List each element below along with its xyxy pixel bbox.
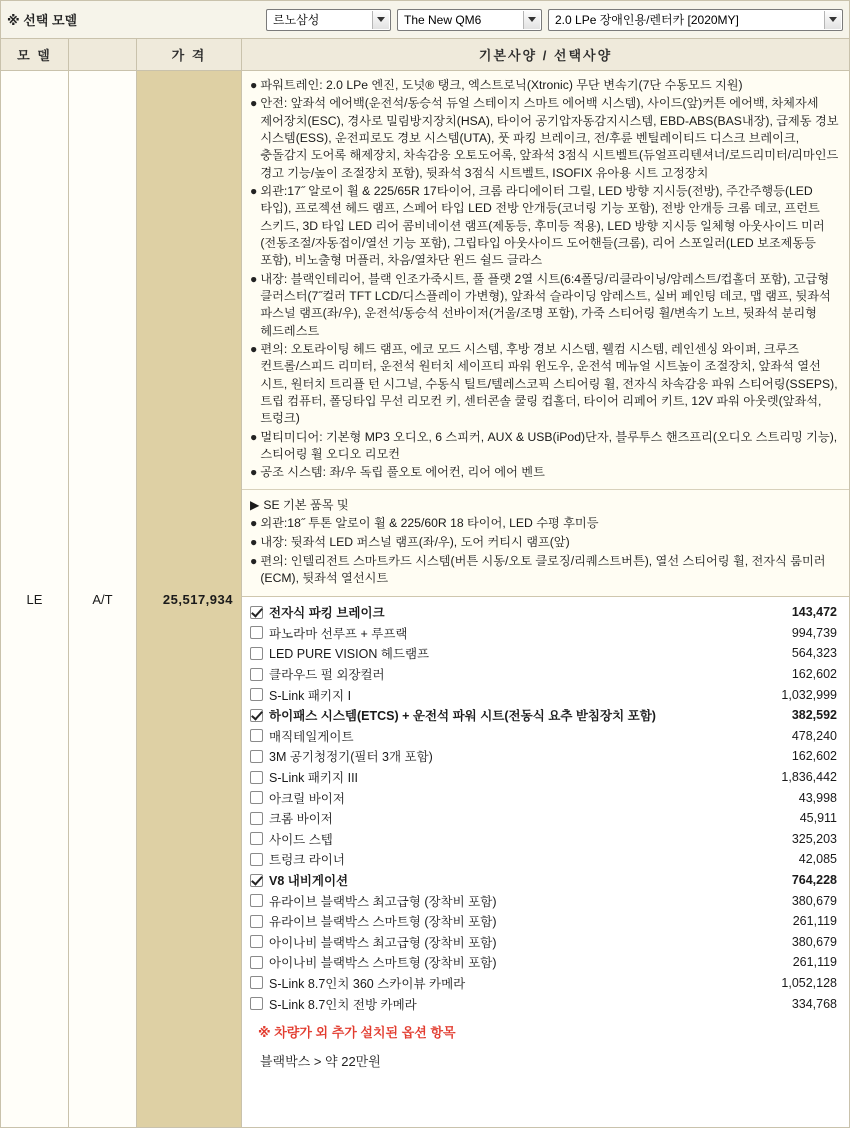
option-label: 매직테일게이트	[269, 729, 354, 744]
list-item[interactable]	[250, 643, 841, 664]
spec-text: 공조 시스템: 좌/우 독립 풀오토 에어컨, 리어 에어 벤트	[260, 465, 545, 480]
spec-line	[250, 95, 841, 182]
list-item[interactable]	[250, 705, 841, 726]
option-price: 261,119	[792, 955, 837, 970]
cell-model: LE	[1, 71, 69, 1127]
spec-line	[250, 534, 841, 552]
list-item[interactable]	[250, 911, 841, 932]
bullet-icon: ●	[250, 534, 258, 549]
checkbox-icon[interactable]	[250, 853, 263, 866]
header-transmission	[69, 39, 137, 70]
checkbox-icon[interactable]	[250, 647, 263, 660]
option-price: 1,836,442	[781, 770, 837, 785]
list-item[interactable]	[250, 849, 841, 870]
option-label: 전자식 파킹 브레이크	[269, 606, 385, 621]
checkbox-icon[interactable]	[250, 812, 263, 825]
option-label: 아크릴 바이저	[269, 791, 345, 806]
bullet-icon: ●	[250, 516, 258, 531]
option-price: 162,602	[791, 749, 837, 764]
cell-spec	[242, 71, 849, 1127]
option-price: 261,119	[792, 914, 837, 929]
list-item[interactable]	[250, 993, 841, 1014]
spec-line	[250, 515, 841, 533]
spec-text: 안전: 앞좌석 에어백(운전석/동승석 듀얼 스테이지 스마트 에어백 시스템), 사이드(앞)커튼 에어백, 차체자세 제어장치(ESC), 경사로 밀림방지장치(HSA), 타이어 공기압자동감지시스템, EBD-ABS(BAS내장), 급제동 경보 시스템(ESS), 운전피로도 경보 시스템(UTA), 풋 파킹 브레이크, 전/후륜 벤틸레이티드 디스크 브레이크, 충돌감지 도어록 해제장치, 차속감응 오토도어록, 앞좌석 3점식 시트벨트(듀얼프리텐셔너/로드리미터/리마인드 경고 기능/높이 조절장치 포함), 뒷좌석 3점식 시트벨트, ISOFIX 유아용 시트 고정장치	[260, 96, 839, 180]
option-label: 트렁크 라이너	[269, 853, 345, 868]
header-spec: 기본사양 / 선택사양	[478, 48, 613, 63]
trim-select-value: 2.0 LPe 장애인용/렌터카 [2020MY]	[555, 13, 739, 27]
option-price: 325,203	[791, 831, 837, 846]
option-label: V8 내비게이션	[269, 874, 349, 888]
list-item[interactable]	[250, 870, 841, 891]
option-price: 43,998	[798, 790, 837, 805]
spec-text: 파워트레인: 2.0 LPe 엔진, 도넛® 탱크, 엑스트로닉(Xtronic) 무단 변속기(7단 수동모드 지원)	[260, 78, 743, 92]
checkbox-icon[interactable]	[250, 997, 263, 1010]
bullet-icon: ●	[250, 183, 258, 198]
list-item[interactable]	[250, 726, 841, 747]
option-price: 334,768	[791, 996, 837, 1011]
checkbox-icon[interactable]	[250, 874, 263, 887]
option-list	[242, 597, 849, 1127]
option-price: 1,052,128	[781, 975, 837, 990]
selector-bar-label: ※ 선택 모델	[7, 13, 78, 28]
list-item[interactable]	[250, 664, 841, 685]
option-price: 478,240	[791, 728, 837, 743]
option-price: 380,679	[791, 934, 837, 949]
list-item[interactable]	[250, 602, 841, 623]
spec-text: 외관:17˝ 알로이 휠 & 225/65R 17타이어, 크롬 라디에이터 그릴, LED 방향 지시등(전방), 주간주행등(LED 타입), 프로젝션 헤드 램프, 스페어 타입 LED 전방 안개등(코너링 기능 포함), 전방 안개등 크롬 데코, 프런트 스키드, 3D 타입 LED 리어 콤비네이션 램프(제동등, 후미등 적용), LED 방향 지시등 일체형 아웃사이드 미러(전동조절/자동접이/열선 기능 포함), 그립타입 아웃사이드 도어핸들(크롬), 리어 스포일러(LED 보조제동등 포함), 비노출형 머플러, 차음/열차단 윈드 쉴드 글라스	[260, 183, 825, 268]
option-price: 564,323	[791, 646, 837, 661]
brand-select-value: 르노삼성	[273, 13, 320, 27]
checkbox-icon[interactable]	[250, 688, 263, 701]
bullet-icon: ●	[250, 78, 258, 92]
trim-spec-block	[242, 490, 849, 597]
extra-option-note: ※ 차량가 외 추가 설치된 옵션 항목	[250, 1014, 841, 1045]
spec-text: 편의: 인텔리전트 스마트카드 시스템(버튼 시동/오토 클로징/리퀘스트버튼), 열선 스티어링 휠, 전자식 룸미러(ECM), 뒷좌석 열선시트	[260, 553, 826, 586]
spec-line	[250, 464, 841, 481]
trim-heading	[250, 497, 841, 515]
option-price: 380,679	[791, 893, 837, 908]
checkbox-icon[interactable]	[250, 894, 263, 907]
bullet-icon: ●	[250, 465, 258, 480]
option-label: S-Link 패키지 I	[269, 688, 352, 703]
checkbox-icon[interactable]	[250, 915, 263, 928]
checkbox-icon[interactable]	[250, 750, 263, 763]
bullet-icon: ●	[250, 341, 258, 356]
bullet-icon: ●	[250, 553, 258, 568]
list-item[interactable]	[250, 829, 841, 850]
option-label: 3M 공기청정기(필터 3개 포함)	[269, 750, 433, 765]
cell-transmission: A/T	[69, 71, 137, 1127]
option-price: 382,592	[791, 708, 837, 723]
bullet-icon: ●	[250, 429, 258, 444]
spec-text: 외관:18˝ 투톤 알로이 휠 & 225/60R 18 타이어, LED 수평 후미등	[260, 516, 599, 531]
model-selector-bar	[1, 1, 849, 39]
checkbox-icon[interactable]	[250, 729, 263, 742]
spec-line	[250, 341, 841, 428]
trim-heading-text: SE 기본 품목 및	[263, 497, 349, 512]
option-label: 크롬 바이저	[269, 812, 333, 827]
option-price: 994,739	[791, 625, 837, 640]
standard-spec-block	[242, 71, 849, 490]
checkbox-icon[interactable]	[250, 668, 263, 681]
spec-line	[250, 271, 841, 340]
option-label: 파노라마 선루프 + 루프랙	[269, 626, 408, 641]
checkbox-icon[interactable]	[250, 791, 263, 804]
checkbox-icon[interactable]	[250, 832, 263, 845]
brand-select[interactable]	[266, 9, 391, 31]
header-price: 가 격	[137, 39, 242, 70]
list-item[interactable]	[250, 952, 841, 973]
option-price: 1,032,999	[781, 687, 837, 702]
list-item[interactable]	[250, 684, 841, 705]
trim-select[interactable]	[548, 9, 843, 31]
spec-text: 편의: 오토라이팅 헤드 램프, 에코 모드 시스템, 후방 경보 시스템, 웰컴 시스템, 레인센싱 와이퍼, 크루즈 컨트롤/스피드 리미터, 운전석 원터치 세이프티 파워 윈도우, 운전석 메뉴얼 시트높이 조절장치, 앞좌석 열선 시트, 원터치 트리플 턴 시그널, 수동식 틸트/텔레스코픽 스티어링 휠, 전자식 차속감응 파워 스티어링(SSEPS), 트립 컴퓨터, 폴딩타입 무선 리모컨 키, 센터콘솔 쿨링 컵홀더, 타이어 리페어 키트, 12V 파워 아웃렛(앞좌석, 트렁크)	[260, 341, 838, 426]
option-price: 45,911	[799, 811, 837, 826]
list-item[interactable]	[250, 973, 841, 994]
spec-line	[250, 183, 841, 270]
option-label: S-Link 8.7인치 360 스카이뷰 카메라	[269, 976, 466, 991]
option-label: LED PURE VISION 헤드램프	[269, 647, 430, 662]
model-select-value: The New QM6	[404, 12, 482, 27]
chevron-down-icon[interactable]	[824, 11, 841, 29]
list-item[interactable]	[250, 787, 841, 808]
option-price: 42,085	[798, 852, 837, 867]
spec-text: 내장: 뒷좌석 LED 퍼스널 램프(좌/우), 도어 커티시 램프(앞)	[260, 534, 570, 549]
checkbox-icon[interactable]	[250, 956, 263, 969]
chevron-down-icon[interactable]	[523, 11, 540, 29]
option-label: 아이나비 블랙박스 최고급형 (장착비 포함)	[269, 935, 497, 950]
option-label: S-Link 8.7인치 전방 카메라	[269, 997, 417, 1012]
bullet-icon: ●	[250, 271, 258, 286]
option-price: 764,228	[791, 873, 837, 887]
option-price: 162,602	[791, 667, 837, 682]
spec-line	[250, 77, 841, 94]
option-label: 유라이브 블랙박스 스마트형 (장착비 포함)	[269, 915, 497, 930]
spec-line	[250, 429, 841, 464]
list-item[interactable]	[250, 623, 841, 644]
table-header	[1, 39, 849, 71]
extra-option-detail: 블랙박스 > 약 22만원	[250, 1045, 841, 1078]
checkbox-icon[interactable]	[250, 976, 263, 989]
option-label: 사이드 스텝	[269, 832, 333, 847]
selector-group	[266, 9, 843, 31]
list-item[interactable]	[250, 890, 841, 911]
option-label: 하이패스 시스템(ETCS) + 운전석 파워 시트(전동식 요추 받침장치 포함)	[269, 709, 656, 724]
checkbox-icon[interactable]	[250, 606, 263, 619]
spec-text: 멀티미디어: 기본형 MP3 오디오, 6 스피커, AUX & USB(iPod)단자, 블루투스 핸즈프리(오디오 스트리밍 기능), 스티어링 휠 오디오 리모컨	[260, 429, 838, 461]
option-label: S-Link 패키지 III	[269, 771, 359, 786]
option-label: 유라이브 블랙박스 최고급형 (장착비 포함)	[269, 894, 497, 909]
checkbox-icon[interactable]	[250, 771, 263, 784]
checkbox-icon[interactable]	[250, 709, 263, 722]
list-item[interactable]	[250, 746, 841, 767]
spec-line	[250, 553, 841, 588]
list-item[interactable]	[250, 767, 841, 788]
model-select[interactable]	[397, 9, 542, 31]
option-label: 클라우드 펄 외장컬러	[269, 668, 385, 683]
bullet-icon: ●	[250, 96, 258, 111]
cell-price: 25,517,934	[137, 71, 242, 1127]
checkbox-icon[interactable]	[250, 626, 263, 639]
option-label: 아이나비 블랙박스 스마트형 (장착비 포함)	[269, 956, 497, 971]
spec-text: 내장: 블랙인테리어, 블랙 인조가죽시트, 풀 플랫 2열 시트(6:4폴딩/리클라이닝/암레스트/컵홀더 포함), 고급형 클러스터(7˝컬러 TFT LCD/디스플레이 가변형), 앞좌석 슬라이딩 암레스트, 실버 페인팅 데코, 맵 램프, 뒷좌석 파스널 램프(좌/우), 운전석/동승석 선바이저(거울/조명 포함), 가죽 스티어링 휠/변속기 노브, 뒷좌석 분리형 헤드레스트	[260, 271, 831, 338]
list-item[interactable]	[250, 931, 841, 952]
table-row	[1, 71, 849, 1127]
chevron-down-icon[interactable]	[372, 11, 389, 29]
triangle-right-icon: ▶	[250, 497, 260, 512]
checkbox-icon[interactable]	[250, 935, 263, 948]
header-model: 모 델	[1, 39, 69, 70]
list-item[interactable]	[250, 808, 841, 829]
option-price: 143,472	[791, 605, 837, 620]
